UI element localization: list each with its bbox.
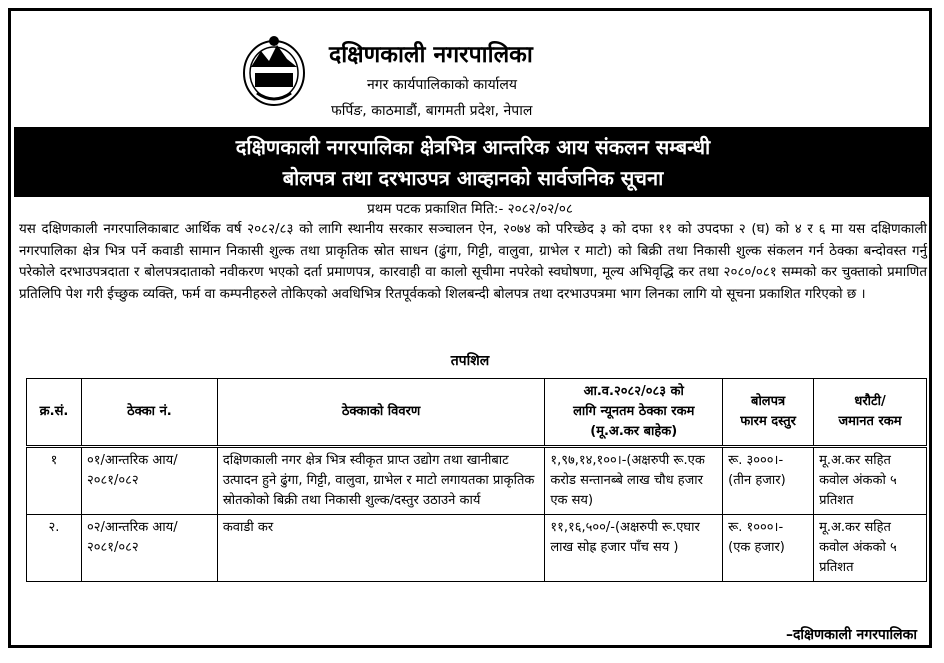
notice-body: यस दक्षिणकाली नगरपालिकाबाट आर्थिक वर्ष २०८२/८३ को लागि स्थानीय सरकार सञ्चालन ऐन, २०७४ को परिच्छेद ३ को दफा ११ को उपदफा २ (घ) को ४ र ६ मा यस दक्षिणकाली नगरपालिका क्षेत्र भित्र पर्ने कवाडी सामान निकासी शुल्क तथा प्राकृतिक स्रोत साधन (ढुंगा, गिट्टी, वालुवा, ग्राभेल र माटो) को बिक्री तथा निकासी शुल्क संकलन गर्न ठेक्का बन्दोवस्त गर्नु परेकोले दरभाउपत्रदाता र बोलपत्रदाताको नवीकरण भएको दर्ता प्रमाणपत्र, कारवाही वा कालो सूचीमा नपरेको स्वघोषणा, मूल्य अभिवृद्धि कर तथा २०८०/०८१ सम्मको कर चुक्ताको प्रमाणित प्रतिलिपि पेश गरी ईच्छुक व्यक्ति, फर्म वा कम्पनीहरुले तोकिएको अवधिभित्र रितपूर्वकको शिलबन्दी बोलपत्र तथा दरभाउपत्रमा भाग लिनका लागि यो सूचना प्रकाशित गरिएको छ । [19, 222, 927, 303]
header-fee [723, 379, 814, 447]
notice-frame [8, 8, 932, 648]
office-name: नगर कार्यपालिकाको कार्यालय [367, 77, 517, 93]
table-row [27, 515, 927, 582]
publish-date: प्रथम पटक प्रकाशित मिति:- २०८२/०२/०८ [367, 201, 573, 217]
row-deposit: मू.अ.कर सहित कवोल अंकको ५ प्रतिशत [814, 515, 927, 582]
notice-title-line2: बोलपत्र तथा दरभाउपत्र आव्हानको सार्वजनिक सूचना [282, 166, 664, 190]
row-contract-no: ०१/आन्तरिक आय/२०८१/०८२ [81, 447, 217, 515]
header-description: ठेक्काको विवरण [217, 379, 545, 447]
tender-table [26, 378, 927, 582]
signature: –दक्षिणकाली नगरपालिका [785, 627, 917, 643]
header-contract-no: ठेक्का नं. [81, 379, 217, 447]
header-min-amount-line3: (मू.अ.कर बाहेक) [590, 424, 678, 439]
row-description: दक्षिणकाली नगर क्षेत्र भित्र स्वीकृत प्राप्त उद्योग तथा खानीबाट उत्पादन हुने ढुंगा, गिट्टी, वालुवा, ग्राभेल र माटो लगायतका प्राकृतिक स्रोतकोको बिक्री तथा निकासी शुल्क/दस्तुर उठाउने कार्य [217, 447, 545, 515]
header-sn: क्र.सं. [27, 379, 82, 447]
letterhead [11, 11, 929, 121]
header-fee-line1: बोलपत्र [751, 394, 786, 409]
nepal-emblem-icon [241, 33, 307, 109]
row-min-amount: १,९७,१४,१००।-(अक्षरुपी रू.एक करोड सन्तानब्बे लाख चौध हजार एक सय) [545, 447, 723, 515]
row-fee: रू. ३०००।- (तीन हजार) [723, 447, 814, 515]
row-sn: २. [27, 515, 82, 582]
header-min-amount-line1: आ.व.२०८२/०८३ को [583, 384, 684, 399]
row-deposit: मू.अ.कर सहित कवोल अंकको ५ प्रतिशत [814, 447, 927, 515]
header-deposit-line2: जमानत रकम [838, 414, 902, 429]
row-fee: रू. १०००।- (एक हजार) [723, 515, 814, 582]
row-min-amount: ११,१६,५००/-(अक्षरुपी रू.एघार लाख सोह्र हजार पाँच सय ) [545, 515, 723, 582]
notice-title-line1: दक्षिणकाली नगरपालिका क्षेत्रभित्र आन्तरिक आय संकलन सम्बन्धी [235, 135, 711, 159]
notice-title-banner [14, 127, 932, 197]
table-row [27, 447, 927, 515]
table-title: तपशिल [450, 353, 490, 369]
header-min-amount-line2: लागि न्यूनतम ठेक्का रकम [573, 404, 695, 419]
header-deposit [814, 379, 927, 447]
office-address: फर्पिङ, काठमाडौं, बागमती प्रदेश, नेपाल [331, 103, 533, 119]
org-name: दक्षिणकाली नगरपालिका [329, 42, 533, 68]
row-contract-no: ०२/आन्तरिक आय/२०८१/०८२ [81, 515, 217, 582]
row-description: कवाडी कर [217, 515, 545, 582]
header-fee-line2: फारम दस्तुर [740, 414, 796, 429]
header-deposit-line1: धरौटी/ [854, 394, 886, 409]
header-min-amount [545, 379, 723, 447]
row-sn: १ [27, 447, 82, 515]
